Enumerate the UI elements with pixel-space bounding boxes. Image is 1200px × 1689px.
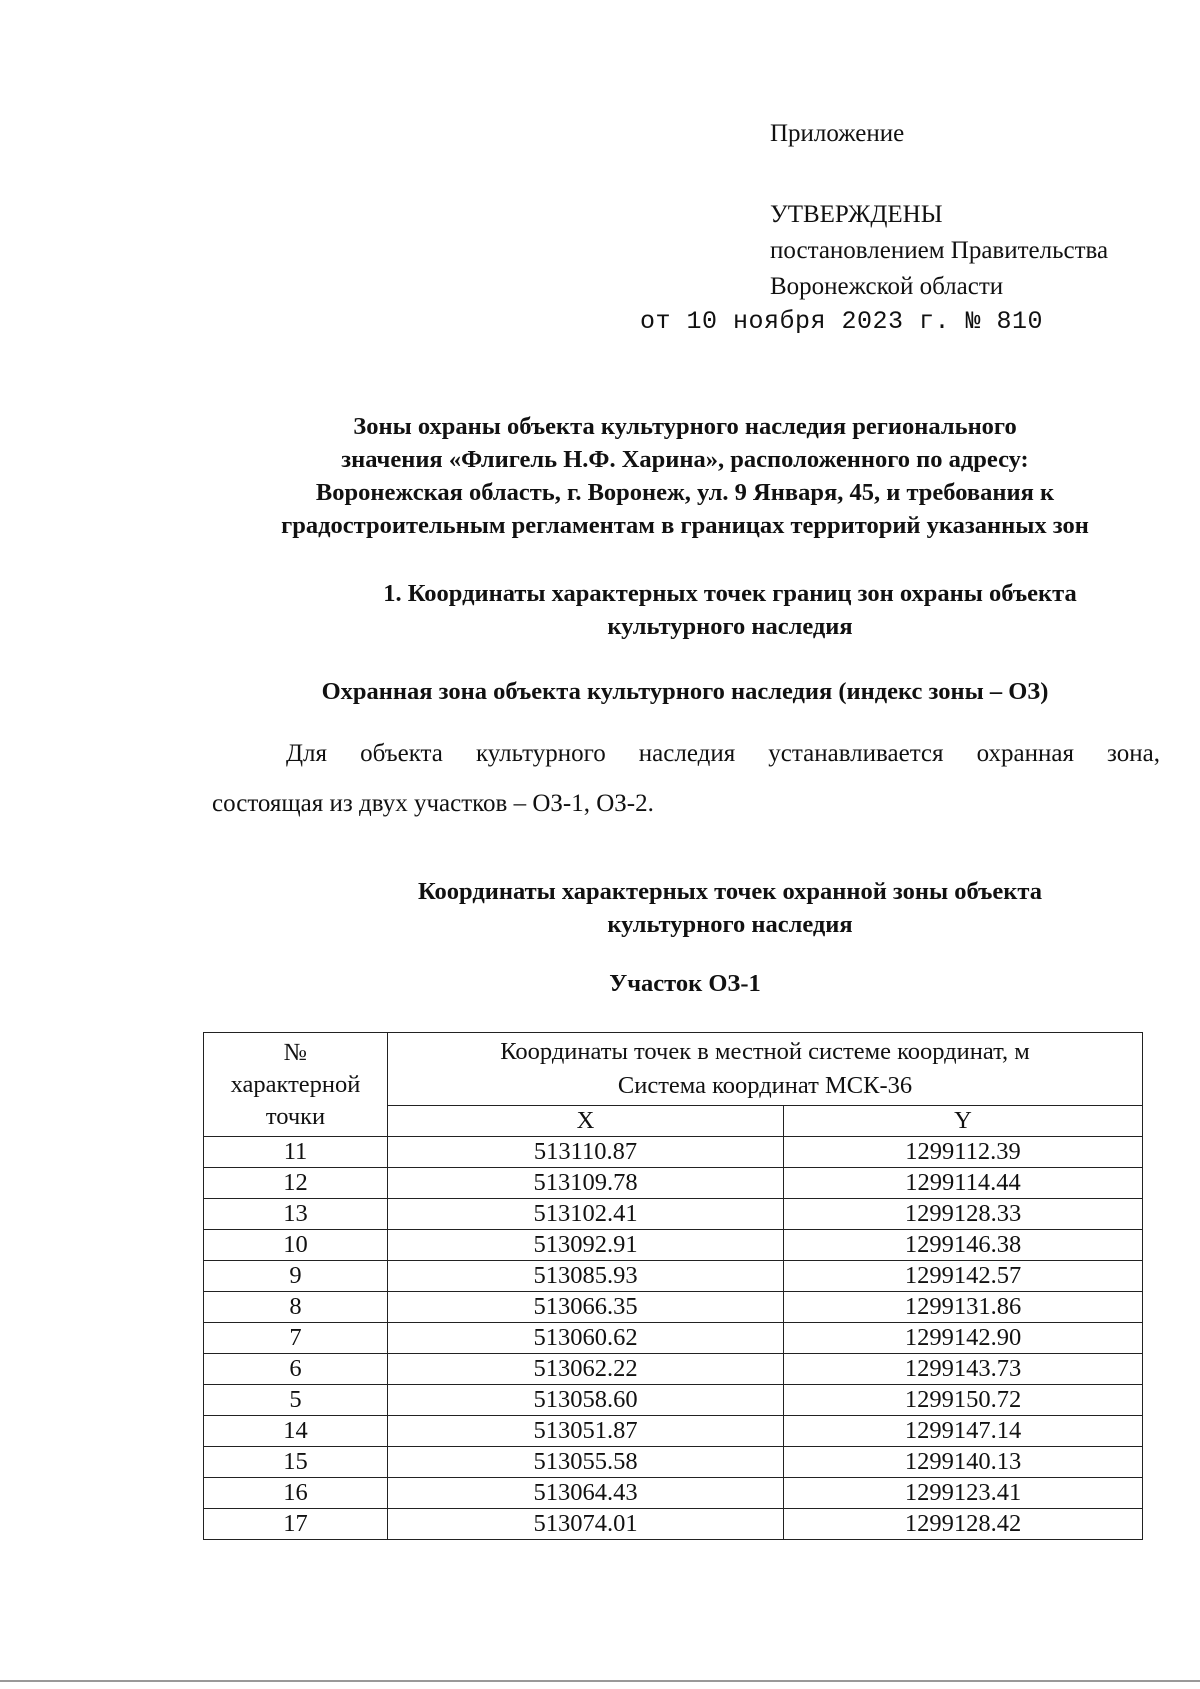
point-number-header-line-1: № (283, 1038, 308, 1066)
protection-zone-heading: Охранная зона объекта культурного наследия (индекс зоны – ОЗ) (321, 678, 1049, 705)
x-coordinate-cell: 513085.93 (388, 1261, 784, 1292)
y-coordinate-cell: 1299142.57 (784, 1261, 1143, 1292)
x-coordinate-cell: 513062.22 (388, 1354, 784, 1385)
y-coordinate-cell: 1299114.44 (784, 1168, 1143, 1199)
table-row (204, 1385, 1143, 1416)
coordinates-table-body (204, 1137, 1143, 1540)
decree-line-2: Воронежской области (770, 273, 1004, 300)
table-row (204, 1354, 1143, 1385)
table-row (204, 1261, 1143, 1292)
coordinates-heading-line-1: Координаты характерных точек охранной зоны объекта (417, 878, 1043, 905)
point-number-cell: 10 (204, 1230, 388, 1261)
document-title (200, 410, 1170, 542)
y-coordinate-cell: 1299142.90 (784, 1323, 1143, 1354)
x-coordinate-cell: 513102.41 (388, 1199, 784, 1230)
point-number-cell: 12 (204, 1168, 388, 1199)
y-coordinate-cell: 1299147.14 (784, 1416, 1143, 1447)
table-row (204, 1137, 1143, 1168)
y-coordinate-cell: 1299143.73 (784, 1354, 1143, 1385)
plot-heading: Участок ОЗ-1 (609, 970, 761, 997)
point-number-cell: 13 (204, 1199, 388, 1230)
y-coordinate-cell: 1299150.72 (784, 1385, 1143, 1416)
table-row (204, 1447, 1143, 1478)
decree-line-1: постановлением Правительства (770, 237, 1109, 264)
point-number-cell: 11 (204, 1137, 388, 1168)
approved-label: УТВЕРЖДЕНЫ (770, 201, 943, 228)
table-row (204, 1292, 1143, 1323)
table-row (204, 1230, 1143, 1261)
section-1-heading (300, 577, 1160, 643)
section-1-line-2: культурного наследия (607, 613, 853, 640)
section-1-line-1: 1. Координаты характерных точек границ зон охраны объекта (383, 580, 1077, 607)
coordinate-system-header-line-1: Координаты точек в местной системе координат, м (500, 1038, 1030, 1065)
y-coordinate-cell: 1299112.39 (784, 1137, 1143, 1168)
point-number-cell: 6 (204, 1354, 388, 1385)
point-number-header-line-3: точки (265, 1102, 326, 1130)
coordinates-table (203, 1032, 1143, 1540)
table-row (204, 1323, 1143, 1354)
x-header: X (388, 1106, 784, 1137)
title-line-3: Воронежская область, г. Воронеж, ул. 9 Января, 45, и требования к (315, 479, 1055, 506)
x-coordinate-cell: 513109.78 (388, 1168, 784, 1199)
point-number-cell: 14 (204, 1416, 388, 1447)
paragraph-line-1: Для объекта культурного наследия устанавливается охранная зона, (286, 740, 1160, 767)
point-number-cell: 17 (204, 1509, 388, 1540)
x-coordinate-cell: 513058.60 (388, 1385, 784, 1416)
point-number-header (204, 1033, 388, 1137)
table-row (204, 1199, 1143, 1230)
title-line-2: значения «Флигель Н.Ф. Харина», расположенного по адресу: (341, 446, 1029, 473)
point-number-cell: 9 (204, 1261, 388, 1292)
decree-date-stamp: от 10 ноября 2023 г. № 810 (640, 307, 1044, 336)
coordinates-heading-line-2: культурного наследия (607, 911, 853, 938)
x-coordinate-cell: 513110.87 (388, 1137, 784, 1168)
point-number-cell: 7 (204, 1323, 388, 1354)
paragraph-line-2: состоящая из двух участков – ОЗ-1, ОЗ-2. (212, 790, 654, 817)
x-coordinate-cell: 513074.01 (388, 1509, 784, 1540)
table-row (204, 1478, 1143, 1509)
coordinate-system-header-line-2: Система координат МСК-36 (617, 1072, 913, 1099)
appendix-label: Приложение (770, 120, 905, 147)
x-coordinate-cell: 513066.35 (388, 1292, 784, 1323)
point-number-cell: 5 (204, 1385, 388, 1416)
point-number-cell: 15 (204, 1447, 388, 1478)
x-coordinate-cell: 513064.43 (388, 1478, 784, 1509)
y-coordinate-cell: 1299140.13 (784, 1447, 1143, 1478)
y-coordinate-cell: 1299128.42 (784, 1509, 1143, 1540)
coordinates-heading (340, 875, 1120, 941)
point-number-cell: 16 (204, 1478, 388, 1509)
y-coordinate-cell: 1299146.38 (784, 1230, 1143, 1261)
y-coordinate-cell: 1299123.41 (784, 1478, 1143, 1509)
y-coordinate-cell: 1299128.33 (784, 1199, 1143, 1230)
y-header: Y (784, 1106, 1143, 1137)
x-coordinate-cell: 513055.58 (388, 1447, 784, 1478)
scan-edge-line (0, 1680, 1200, 1682)
table-row (204, 1168, 1143, 1199)
point-number-header-line-2: характерной (230, 1070, 361, 1098)
y-coordinate-cell: 1299131.86 (784, 1292, 1143, 1323)
coordinate-system-header (388, 1033, 1143, 1106)
x-coordinate-cell: 513060.62 (388, 1323, 784, 1354)
approval-block (770, 197, 1108, 305)
title-line-1: Зоны охраны объекта культурного наследия регионального (353, 413, 1017, 440)
point-number-cell: 8 (204, 1292, 388, 1323)
x-coordinate-cell: 513092.91 (388, 1230, 784, 1261)
table-row (204, 1416, 1143, 1447)
title-line-4: градостроительным регламентам в границах территорий указанных зон (281, 512, 1089, 539)
x-coordinate-cell: 513051.87 (388, 1416, 784, 1447)
table-row (204, 1509, 1143, 1540)
